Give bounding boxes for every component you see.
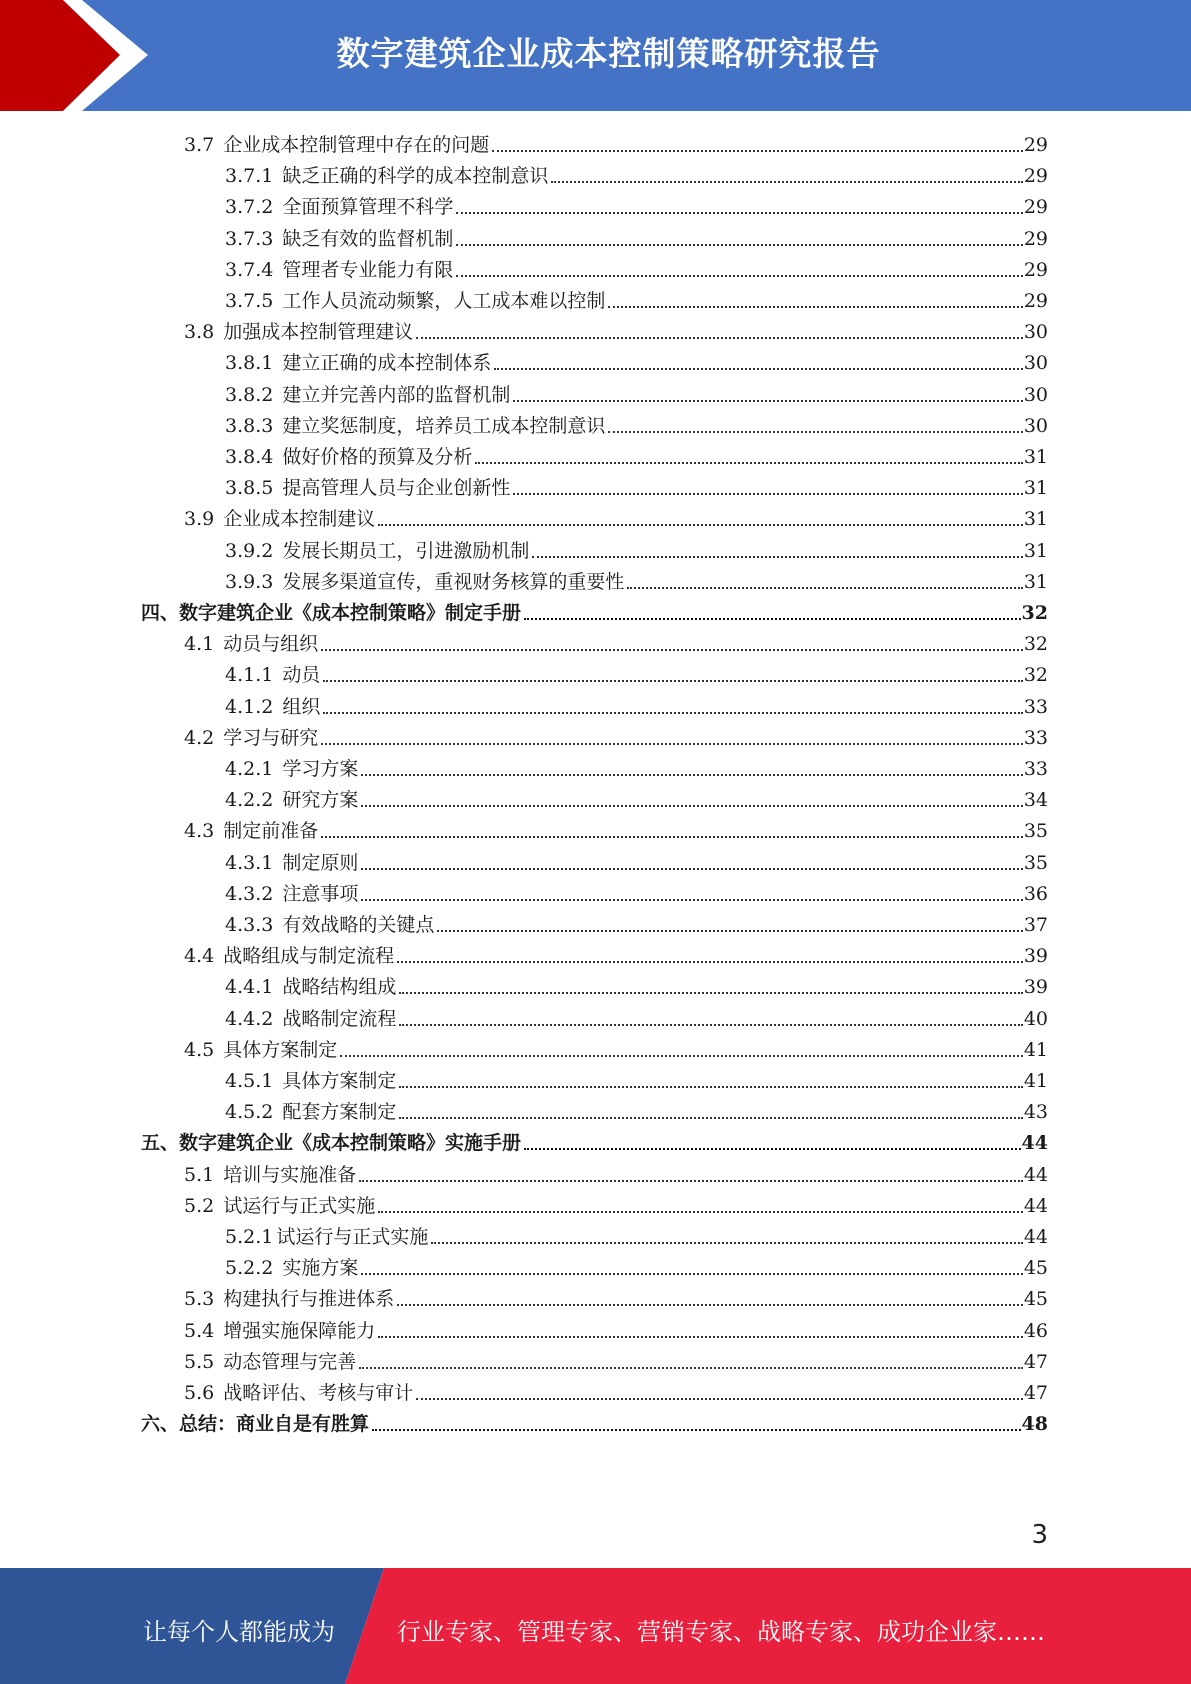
toc-dot-leader [608, 431, 1022, 433]
toc-entry-number: 3.7.4 [225, 258, 274, 281]
toc-dot-leader [340, 1055, 1023, 1057]
toc-entry-title: 具体方案制定 [282, 1070, 397, 1092]
toc-entry[interactable] [225, 377, 1048, 408]
toc-entry-number: 4.3.2 [225, 882, 274, 905]
toc-entry-title: 试运行与正式实施 [276, 1226, 429, 1248]
toc-entry-page: 40 [1023, 1007, 1048, 1030]
toc-entry-number: 4.5.1 [225, 1070, 274, 1092]
toc-entry-page: 30 [1023, 414, 1048, 437]
toc-dot-leader [399, 1024, 1022, 1026]
toc-entry-number: 六、 [141, 1413, 180, 1436]
toc-entry[interactable] [141, 595, 1048, 626]
toc-dot-leader [513, 493, 1022, 495]
toc-dot-leader [378, 1336, 1023, 1338]
toc-entry-number: 5.1 [184, 1163, 215, 1186]
toc-entry-number: 4.1 [184, 633, 215, 656]
toc-entry[interactable] [225, 876, 1048, 907]
toc-entry-page: 31 [1023, 477, 1048, 500]
toc-entry-title: 建立正确的成本控制体系 [282, 352, 492, 375]
toc-entry-page: 31 [1023, 570, 1048, 593]
toc-dot-leader [321, 649, 1023, 651]
toc-entry-number: 4.4.2 [225, 1007, 274, 1030]
toc-entry[interactable] [225, 845, 1048, 876]
toc-dot-leader [361, 868, 1022, 870]
toc-entry[interactable] [225, 252, 1048, 283]
toc-entry-title: 企业成本控制管理中存在的问题 [223, 134, 490, 156]
toc-dot-leader [399, 1086, 1022, 1088]
toc-entry-title: 组织 [282, 695, 321, 718]
toc-dot-leader [323, 680, 1022, 682]
toc-dot-leader [361, 774, 1022, 776]
toc-entry-page: 39 [1023, 976, 1048, 999]
toc-dot-leader [361, 805, 1022, 807]
toc-dot-leader [456, 275, 1022, 277]
toc-entry-title: 制定原则 [282, 851, 359, 874]
toc-entry-number: 4.2 [184, 726, 215, 749]
toc-entry[interactable] [225, 158, 1048, 189]
toc-entry-number: 3.7.2 [225, 196, 274, 219]
toc-entry[interactable] [184, 938, 1048, 969]
toc-dot-leader [513, 400, 1022, 402]
toc-entry-title: 建立奖惩制度，培养员工成本控制意识 [282, 414, 606, 437]
toc-entry-title: 缺乏正确的科学的成本控制意识 [282, 165, 549, 188]
toc-entry-number: 4.2.2 [225, 789, 274, 812]
toc-entry-number: 3.9.3 [225, 570, 274, 593]
toc-entry-page: 44 [1023, 1194, 1048, 1217]
toc-entry-number: 3.8 [184, 321, 215, 344]
toc-entry-number: 5.3 [184, 1288, 215, 1311]
toc-entry-page: 41 [1023, 1070, 1048, 1092]
toc-entry-title: 发展长期员工，引进激励机制 [282, 539, 530, 562]
toc-entry-page: 32 [1023, 633, 1048, 656]
toc-entry-title: 学习与研究 [223, 726, 319, 749]
toc-entry-page: 46 [1023, 1319, 1048, 1342]
toc-entry[interactable] [225, 1063, 1048, 1094]
toc-entry[interactable] [225, 408, 1048, 439]
toc-entry-page: 33 [1023, 758, 1048, 780]
toc-entry-number: 3.8.2 [225, 383, 274, 406]
toc-entry-number: 3.8.3 [225, 414, 274, 437]
toc-entry[interactable] [225, 533, 1048, 564]
toc-entry-title: 发展多渠道宣传，重视财务核算的重要性 [282, 570, 625, 593]
toc-dot-leader [627, 587, 1022, 589]
toc-entry[interactable] [225, 221, 1048, 252]
toc-entry[interactable] [225, 782, 1048, 813]
toc-entry-title: 加强成本控制管理建议 [223, 321, 414, 344]
toc-entry-number: 4.2.1 [225, 758, 274, 780]
toc-entry-title: 注意事项 [282, 882, 359, 905]
toc-entry[interactable] [225, 969, 1048, 1000]
toc-entry-title: 试运行与正式实施 [223, 1194, 376, 1217]
toc-entry-title: 有效战略的关键点 [282, 914, 435, 936]
toc-entry[interactable] [225, 1250, 1048, 1281]
toc-entry-number: 4.3.3 [225, 914, 274, 936]
toc-entry-title: 战略结构组成 [282, 976, 397, 999]
toc-entry[interactable] [184, 626, 1048, 657]
toc-entry[interactable] [184, 813, 1048, 844]
toc-entry-title: 企业成本控制建议 [223, 508, 376, 531]
toc-entry[interactable] [184, 1344, 1048, 1375]
toc-entry[interactable] [225, 907, 1048, 938]
toc-dot-leader [456, 244, 1022, 246]
toc-entry-page: 29 [1023, 258, 1048, 281]
toc-entry-number: 5.6 [184, 1382, 215, 1404]
toc-entry-number: 5.2 [184, 1194, 215, 1217]
page-header [0, 0, 1191, 111]
toc-entry-number: 4.4 [184, 945, 215, 968]
page-footer [0, 1568, 1191, 1684]
toc-entry-page: 48 [1021, 1413, 1048, 1436]
toc-entry-title: 全面预算管理不科学 [282, 196, 454, 219]
toc-entry-number: 4.3.1 [225, 851, 274, 874]
toc-entry[interactable] [184, 720, 1048, 751]
toc-entry[interactable] [184, 501, 1048, 532]
toc-entry[interactable] [225, 1001, 1048, 1032]
toc-entry-number: 3.9.2 [225, 539, 274, 562]
toc-entry[interactable] [225, 189, 1048, 220]
toc-entry-page: 34 [1023, 789, 1048, 812]
toc-entry-number: 3.7.5 [225, 290, 274, 312]
toc-entry-number: 4.3 [184, 820, 215, 843]
toc-entry-number: 3.8.5 [225, 477, 274, 500]
toc-entry-number: 3.9 [184, 508, 215, 531]
toc-entry-number: 4.4.1 [225, 976, 274, 999]
toc-entry-page: 35 [1023, 820, 1048, 843]
toc-entry-title: 战略组成与制定流程 [223, 945, 395, 968]
toc-entry-title: 增强实施保障能力 [223, 1319, 376, 1342]
toc-entry[interactable] [184, 1313, 1048, 1344]
toc-entry-title: 制定前准备 [223, 820, 319, 843]
toc-entry-page: 32 [1023, 664, 1048, 687]
toc-entry[interactable] [184, 127, 1048, 158]
toc-entry[interactable] [141, 1125, 1048, 1156]
toc-entry-title: 建立并完善内部的监督机制 [282, 383, 511, 406]
toc-dot-leader [378, 1211, 1023, 1213]
toc-entry-number: 5.4 [184, 1319, 215, 1342]
toc-entry-page: 33 [1023, 726, 1048, 749]
toc-dot-leader [532, 556, 1022, 558]
toc-entry-title: 数字建筑企业《成本控制策略》实施手册 [179, 1132, 522, 1155]
toc-dot-leader [397, 961, 1023, 963]
toc-dot-leader [399, 992, 1022, 994]
toc-entry-page: 43 [1023, 1101, 1048, 1124]
toc-entry-page: 31 [1023, 446, 1048, 468]
toc-entry[interactable] [141, 1406, 1048, 1437]
toc-dot-leader [608, 306, 1022, 308]
toc-entry-number: 4.5 [184, 1038, 215, 1061]
toc-entry[interactable] [225, 1219, 1048, 1250]
toc-entry-page: 29 [1023, 227, 1048, 250]
toc-entry-page: 39 [1023, 945, 1048, 968]
toc-entry-page: 45 [1023, 1257, 1048, 1280]
toc-dot-leader [359, 1367, 1023, 1369]
toc-dot-leader [399, 1117, 1022, 1119]
toc-dot-leader [475, 462, 1022, 464]
toc-entry-page: 29 [1023, 290, 1048, 312]
toc-dot-leader [416, 337, 1023, 339]
toc-entry-title: 动员 [282, 664, 321, 687]
page-number: 3 [1031, 1520, 1048, 1550]
report-title: 数字建筑企业成本控制策略研究报告 [336, 34, 881, 73]
toc-entry-number: 4.1.2 [225, 695, 274, 718]
toc-entry-page: 30 [1023, 383, 1048, 406]
toc-entry-page: 32 [1021, 602, 1048, 624]
footer-slogan-right: 行业专家、管理专家、营销专家、战略专家、成功企业家…… [397, 1618, 1045, 1646]
toc-entry-number: 四、 [141, 602, 180, 624]
toc-dot-leader [494, 368, 1022, 370]
toc-entry-title: 工作人员流动频繁，人工成本难以控制 [282, 290, 606, 312]
toc-entry-page: 30 [1023, 321, 1048, 344]
toc-dot-leader [361, 1273, 1022, 1275]
toc-entry-number: 4.1.1 [225, 664, 274, 687]
toc-entry-page: 44 [1023, 1163, 1048, 1186]
toc-entry-page: 44 [1021, 1132, 1048, 1155]
toc-entry-title: 构建执行与推进体系 [223, 1288, 395, 1311]
toc-entry-title: 配套方案制定 [282, 1101, 397, 1124]
toc-entry-title: 缺乏有效的监督机制 [282, 227, 454, 250]
toc-entry-title: 战略评估、考核与审计 [223, 1382, 414, 1404]
toc-entry-title: 动态管理与完善 [223, 1350, 357, 1373]
toc-entry-number: 5.2.1 [225, 1226, 274, 1248]
toc-dot-leader [378, 524, 1023, 526]
toc-entry-title: 实施方案 [282, 1257, 359, 1280]
toc-entry[interactable] [225, 689, 1048, 720]
toc-entry-page: 29 [1023, 165, 1048, 188]
toc-entry[interactable] [184, 1032, 1048, 1063]
toc-entry[interactable] [184, 1188, 1048, 1219]
toc-entry-page: 41 [1023, 1038, 1048, 1061]
toc-dot-leader [321, 743, 1023, 745]
toc-entry-page: 31 [1023, 508, 1048, 531]
toc-entry-page: 33 [1023, 695, 1048, 718]
toc-dot-leader [492, 150, 1023, 152]
toc-entry-page: 37 [1023, 914, 1048, 936]
toc-entry[interactable] [184, 314, 1048, 345]
toc-dot-leader [437, 930, 1022, 932]
toc-dot-leader [359, 1180, 1023, 1182]
toc-entry-number: 3.8.4 [225, 446, 274, 468]
toc-entry-page: 29 [1023, 196, 1048, 219]
toc-entry-page: 47 [1023, 1382, 1048, 1404]
toc-entry[interactable] [225, 564, 1048, 595]
toc-entry[interactable] [225, 470, 1048, 501]
toc-entry-number: 3.7.1 [225, 165, 274, 188]
toc-entry-number: 5.2.2 [225, 1257, 274, 1280]
toc-entry-title: 具体方案制定 [223, 1038, 338, 1061]
toc-entry-page: 36 [1023, 882, 1048, 905]
toc-dot-leader [361, 899, 1022, 901]
toc-entry[interactable] [225, 345, 1048, 376]
toc-dot-leader [321, 836, 1023, 838]
toc-entry[interactable] [184, 1157, 1048, 1188]
toc-entry-number: 5.5 [184, 1350, 215, 1373]
toc-entry-page: 47 [1023, 1350, 1048, 1373]
toc-entry-title: 提高管理人员与企业创新性 [282, 477, 511, 500]
footer-slogan-left: 让每个人都能成为 [143, 1618, 335, 1646]
toc-entry-page: 31 [1023, 539, 1048, 562]
toc-entry-title: 战略制定流程 [282, 1007, 397, 1030]
toc-entry-page: 44 [1023, 1226, 1048, 1248]
toc-entry-page: 45 [1023, 1288, 1048, 1311]
toc-entry-number: 3.7 [184, 134, 215, 156]
toc-entry-page: 29 [1023, 134, 1048, 156]
toc-entry-title: 研究方案 [282, 789, 359, 812]
toc-dot-leader [456, 212, 1022, 214]
toc-entry-title: 管理者专业能力有限 [282, 258, 454, 281]
toc-entry-title: 总结：商业自是有胜算 [179, 1413, 370, 1436]
toc-entry[interactable] [225, 1094, 1048, 1125]
toc-entry-number: 3.7.3 [225, 227, 274, 250]
toc-entry-title: 学习方案 [282, 758, 359, 780]
toc-entry-title: 培训与实施准备 [223, 1163, 357, 1186]
toc-entry[interactable] [184, 1281, 1048, 1312]
toc-entry[interactable] [225, 751, 1048, 782]
toc-entry-number: 五、 [141, 1132, 180, 1155]
toc-dot-leader [397, 1304, 1023, 1306]
toc-entry-number: 4.5.2 [225, 1101, 274, 1124]
toc-dot-leader [524, 618, 1021, 620]
toc-dot-leader [431, 1242, 1022, 1244]
toc-dot-leader [372, 1429, 1021, 1431]
toc-entry[interactable] [225, 657, 1048, 688]
toc-entry[interactable] [225, 439, 1048, 470]
toc-entry-title: 动员与组织 [223, 633, 319, 656]
toc-entry-page: 35 [1023, 851, 1048, 874]
toc-entry-number: 3.8.1 [225, 352, 274, 375]
toc-entry-page: 30 [1023, 352, 1048, 375]
toc-entry[interactable] [225, 283, 1048, 314]
toc-dot-leader [524, 1148, 1021, 1150]
toc-dot-leader [416, 1398, 1023, 1400]
toc-entry-title: 数字建筑企业《成本控制策略》制定手册 [179, 602, 522, 624]
toc-dot-leader [323, 712, 1022, 714]
toc-entry-title: 做好价格的预算及分析 [282, 446, 473, 468]
toc-dot-leader [551, 181, 1022, 183]
toc-entry[interactable] [184, 1375, 1048, 1406]
